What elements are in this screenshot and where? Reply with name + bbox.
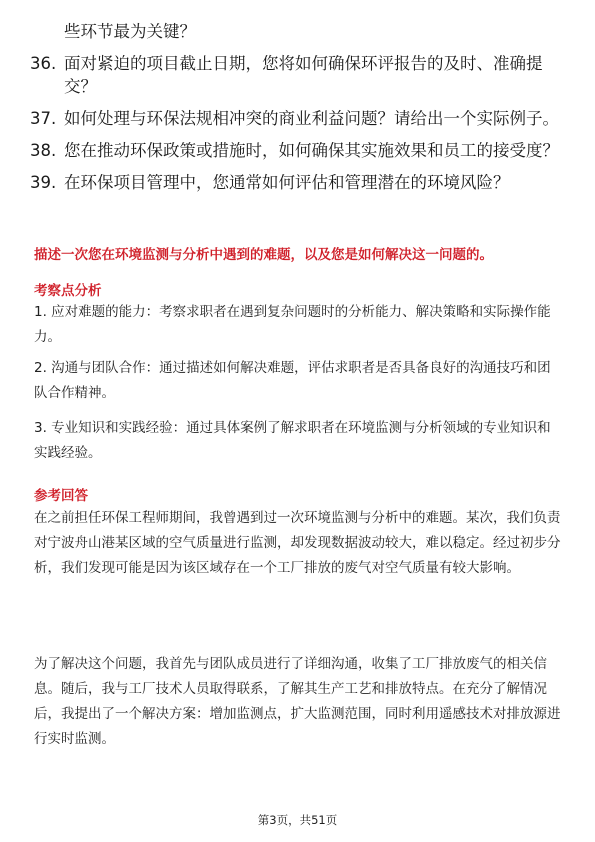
answer-paragraph: 在之前担任环保工程师期间，我曾遇到过一次环境监测与分析中的难题。某次，我们负责对宁波舟山港某区域的空气质量进行监测，却发现数据波动较大，难以稳定。经过初步分析，我们发现可能是因为该区域存在一个工厂排放的废气对空气质量有较大影响。 [34, 510, 561, 576]
question-item [30, 139, 570, 162]
question-number: 37. [30, 109, 57, 128]
question-text: 些环节最为关键？ [64, 22, 196, 41]
analysis-item: 1. 应对难题的能力：考察求职者在遇到复杂问题时的分析能力、解决策略和实际操作能力。 [34, 304, 551, 345]
page-number: 第3页，共51页 [257, 813, 338, 827]
question-item [30, 52, 570, 98]
analysis-heading: 考察点分析 [34, 283, 102, 299]
question-item [30, 107, 570, 130]
answer-paragraph: 为了解决这个问题，我首先与团队成员进行了详细沟通，收集了工厂排放废气的相关信息。随后，我与工厂技术人员取得联系，了解其生产工艺和排放特点。在充分了解情况后，我提出了一个解决方案：增加监测点，扩大监测范围，同时利用遥感技术对排放源进行实时监测。 [34, 656, 561, 747]
question-text: 面对紧迫的项目截止日期，您将如何确保环评报告的及时、准确提交？ [64, 54, 543, 96]
featured-question-title: 描述一次您在环境监测与分析中遇到的难题，以及您是如何解决这一问题的。 [34, 247, 493, 263]
analysis-item: 3. 专业知识和实践经验：通过具体案例了解求职者在环境监测与分析领域的专业知识和实践经验。 [34, 420, 551, 461]
analysis-item: 2. 沟通与团队合作：通过描述如何解决难题，评估求职者是否具备良好的沟通技巧和团队合作精神。 [34, 360, 551, 401]
question-number: 39. [30, 173, 57, 192]
question-list [30, 20, 570, 203]
answer-heading: 参考回答 [34, 488, 88, 504]
question-number: 38. [30, 141, 57, 160]
question-text: 如何处理与环保法规相冲突的商业利益问题？请给出一个实际例子。 [64, 109, 559, 128]
question-text: 在环保项目管理中，您通常如何评估和管理潜在的环境风险？ [64, 173, 510, 192]
question-text: 您在推动环保政策或措施时，如何确保其实施效果和员工的接受度？ [64, 141, 559, 160]
question-continuation [64, 20, 570, 43]
question-item [30, 171, 570, 194]
question-number: 36. [30, 54, 57, 73]
